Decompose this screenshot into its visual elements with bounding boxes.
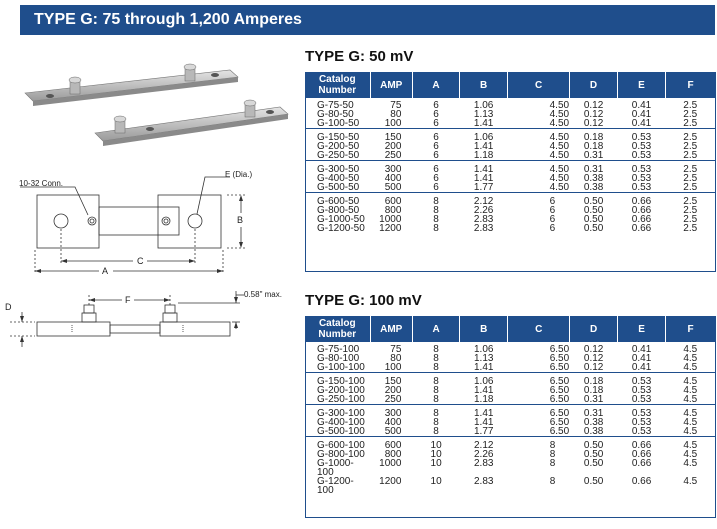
table-cell: 1.77: [473, 182, 494, 193]
table-row: [305, 437, 715, 451]
product-photo: [20, 55, 290, 150]
table-cell: 2.83: [474, 476, 494, 487]
table-cell: 6: [549, 214, 556, 225]
table-50mv: [305, 72, 715, 233]
table-cell: 2.26: [473, 205, 494, 216]
table-cell: 4.5: [683, 394, 698, 405]
table-cell: 0.50: [583, 476, 604, 487]
table-cell: G-800-100: [317, 449, 365, 460]
table-cell: 1.41: [474, 417, 494, 428]
table-row: [305, 151, 715, 161]
table-cell: 0.41: [631, 118, 652, 129]
table-cell: 6: [549, 223, 556, 234]
table-row: [305, 354, 715, 363]
table-cell: 1.41: [474, 362, 494, 373]
table-cell: 4.50: [549, 100, 570, 111]
table-cell: 1.41: [473, 118, 494, 129]
table-cell: 0.50: [570, 193, 618, 207]
page-title: TYPE G: 75 through 1,200 Amperes: [34, 11, 302, 28]
table-cell: 8: [433, 344, 439, 355]
table-cell: 0.50: [583, 458, 604, 469]
table-cell: 8: [412, 373, 459, 387]
column-header: AMP: [370, 72, 412, 98]
table-cell: 0.41: [631, 100, 652, 111]
table-cell: 150: [370, 129, 412, 143]
column-header: F: [666, 316, 715, 342]
table-cell: G-1000-50: [317, 214, 365, 225]
table-cell: 250: [384, 150, 402, 161]
table-cell: G-75-100: [317, 344, 360, 355]
table-cell: 6: [433, 109, 439, 120]
table-cell: 0.66: [618, 437, 666, 451]
table-row: [305, 342, 715, 354]
table-row: [305, 386, 715, 395]
title-banner: [20, 5, 715, 35]
table-cell: 300: [370, 405, 412, 419]
column-header: A: [412, 316, 459, 342]
table-row: [305, 373, 715, 387]
table-cell: 1200: [379, 223, 402, 234]
table-cell: 0.66: [631, 458, 652, 469]
column-header: Catalog Number: [305, 72, 370, 98]
table-cell: 0.53: [618, 373, 666, 387]
table-cell: 1.41: [460, 161, 508, 175]
table-cell: 400: [384, 173, 402, 184]
dim-c-label: C: [137, 256, 144, 266]
table-cell: G-75-50: [317, 100, 354, 111]
table-cell: G-500-100: [317, 426, 365, 437]
table-cell: 6: [433, 173, 439, 184]
table-cell: 2.5: [683, 141, 698, 152]
table-cell: G-150-100: [305, 373, 370, 387]
table-cell: 2.5: [683, 118, 698, 129]
table-row: [305, 224, 715, 233]
table-cell: 8: [549, 458, 556, 469]
table-cell: 0.53: [631, 417, 652, 428]
table-cell: 0.41: [631, 353, 652, 364]
table-cell: 80: [390, 353, 402, 364]
table-cell: 1.13: [473, 109, 494, 120]
table-cell: 0.50: [583, 205, 604, 216]
table-cell: 4.5: [666, 437, 715, 451]
table-cell: G-250-50: [317, 150, 360, 161]
table-cell: 2.5: [666, 129, 716, 143]
table-cell: 4.5: [683, 417, 698, 428]
table-cell: 2.5: [666, 161, 716, 175]
table-cell: 4.50: [549, 150, 570, 161]
table-cell: 0.50: [570, 437, 618, 451]
table-cell: G-150-50: [305, 129, 370, 143]
table-cell: 0.31: [570, 161, 618, 175]
table-cell: 0.53: [631, 394, 652, 405]
table-cell: 10: [430, 476, 442, 487]
table-cell: 0.53: [618, 161, 666, 175]
table-cell: 600: [370, 193, 412, 207]
table-cell: 2.12: [460, 193, 508, 207]
table-cell: 6.50: [549, 394, 570, 405]
table-cell: 8: [433, 362, 439, 373]
column-header: Catalog Number: [305, 316, 370, 342]
table-cell: 6.50: [549, 362, 570, 373]
table-cell: 4.50: [549, 118, 570, 129]
table-cell: 8: [433, 385, 439, 396]
table-cell: 4.5: [683, 385, 698, 396]
table-cell: 75: [390, 344, 402, 355]
table-cell: 6: [433, 141, 439, 152]
table-cell: 6.50: [508, 405, 570, 419]
table-cell: 2.5: [683, 109, 698, 120]
top-view-drawing: [15, 165, 285, 280]
table-row: [305, 363, 715, 373]
table-cell: 80: [390, 109, 402, 120]
table-row: [305, 395, 715, 405]
table-cell: 500: [384, 182, 402, 193]
table-cell: 6.50: [549, 344, 570, 355]
table-row: [305, 142, 715, 151]
table-cell: 0.53: [631, 426, 652, 437]
table-cell: 2.26: [474, 449, 494, 460]
table-cell: G-200-50: [317, 141, 360, 152]
table-cell: 8: [433, 426, 439, 437]
table-cell: 0.53: [631, 182, 652, 193]
table-row: [305, 418, 715, 427]
table-cell: 0.66: [631, 476, 652, 487]
table-cell: 0.66: [631, 449, 652, 460]
table-cell: 1.06: [474, 344, 494, 355]
column-header: A: [412, 72, 459, 98]
table-cell: 150: [370, 373, 412, 387]
table-cell: 0.66: [631, 205, 652, 216]
table-cell: 0.12: [583, 344, 604, 355]
table-cell: 400: [384, 417, 402, 428]
column-header: D: [570, 72, 618, 98]
dim-d-label: D: [5, 302, 12, 312]
table-cell: 6.50: [549, 417, 570, 428]
table-cell: 4.50: [549, 173, 570, 184]
table-header-row: [305, 72, 715, 98]
table-cell: 0.12: [583, 109, 604, 120]
table-row: [305, 459, 715, 477]
table-cell: 2.5: [683, 100, 698, 111]
table-row: [305, 110, 715, 119]
table-cell: 10: [430, 449, 442, 460]
table-cell: 1.41: [474, 385, 494, 396]
column-header: F: [666, 72, 716, 98]
table-cell: 800: [384, 449, 402, 460]
table-cell: G-80-100: [317, 353, 360, 364]
table-cell: 0.66: [631, 223, 652, 234]
table-header-row: [305, 316, 715, 342]
table-cell: G-500-50: [317, 182, 360, 193]
table-cell: G-800-50: [317, 205, 360, 216]
table-cell: 8: [508, 437, 570, 451]
table-cell: 4.50: [508, 161, 570, 175]
table-cell: 4.5: [683, 362, 698, 373]
table-cell: G-200-100: [317, 385, 365, 396]
column-header: B: [460, 316, 508, 342]
table-cell: 10: [430, 458, 442, 469]
column-header: B: [460, 72, 508, 98]
table-cell: 0.53: [631, 385, 652, 396]
table-cell: 8: [433, 417, 439, 428]
table-cell: 0.18: [583, 141, 604, 152]
table-cell: 0.41: [631, 109, 652, 120]
table-cell: 8: [549, 449, 556, 460]
table-cell: 1.06: [460, 129, 508, 143]
table-row: [305, 206, 715, 215]
table-cell: 0.66: [631, 214, 652, 225]
table-cell: 1200: [379, 476, 402, 487]
table-cell: 8: [433, 205, 439, 216]
table-cell: 0.66: [618, 193, 666, 207]
table-cell: 4.50: [549, 109, 570, 120]
table-cell: G-300-50: [305, 161, 370, 175]
table-cell: 8: [433, 394, 439, 405]
table-cell: 1.06: [460, 373, 508, 387]
table-cell: 75: [390, 100, 402, 111]
table-cell: 6: [433, 100, 439, 111]
table-cell: G-300-100: [305, 405, 370, 419]
table-cell: 2.12: [460, 437, 508, 451]
table-cell: 2.83: [473, 223, 494, 234]
table-cell: 4.5: [683, 426, 698, 437]
table-cell: 2.5: [683, 173, 698, 184]
table-cell: 1.77: [474, 426, 494, 437]
table-cell: 4.5: [666, 405, 715, 419]
table-cell: 200: [384, 385, 402, 396]
table-cell: G-100-100: [317, 362, 365, 373]
table-cell: 800: [384, 205, 402, 216]
table-cell: 4.50: [549, 141, 570, 152]
table-cell: 4.5: [683, 353, 698, 364]
side-view-drawing: [0, 285, 295, 355]
table-cell: 8: [433, 223, 439, 234]
table-cell: 1.13: [474, 353, 494, 364]
table-cell: 6: [412, 161, 459, 175]
table-cell: 2.5: [666, 193, 716, 207]
table-cell: 4.50: [508, 129, 570, 143]
table-cell: 6.50: [508, 373, 570, 387]
e-dia-label: E (Dia.): [225, 170, 253, 179]
table-cell: 0.12: [583, 100, 604, 111]
table-cell: 2.5: [683, 214, 698, 225]
table-cell: 0.53: [631, 150, 652, 161]
table-cell: 6: [549, 205, 556, 216]
table-cell: 2.5: [683, 182, 698, 193]
table-cell: 0.18: [570, 129, 618, 143]
column-header: D: [570, 316, 618, 342]
table-cell: 6.50: [549, 353, 570, 364]
table-cell: 6: [433, 182, 439, 193]
table-50mv-title: TYPE G: 50 mV: [305, 48, 414, 65]
table-cell: 0.53: [618, 129, 666, 143]
table-cell: 1.18: [473, 150, 494, 161]
table-cell: 8: [412, 193, 459, 207]
dim-b-label: B: [237, 215, 244, 225]
table-cell: G-1200-100: [317, 476, 354, 496]
table-cell: G-400-50: [317, 173, 360, 184]
table-cell: 2.5: [683, 223, 698, 234]
table-row: [305, 405, 715, 419]
table-cell: 6: [433, 118, 439, 129]
table-cell: 2.5: [683, 205, 698, 216]
table-cell: 0.50: [583, 449, 604, 460]
table-row: [305, 174, 715, 183]
table-cell: 0.41: [631, 344, 652, 355]
table-cell: 0.18: [570, 373, 618, 387]
column-header: E: [618, 316, 666, 342]
table-cell: 1000: [379, 214, 402, 225]
column-header: E: [618, 72, 666, 98]
table-row: [305, 161, 715, 175]
table-cell: 1000: [379, 458, 402, 469]
table-cell: 100: [384, 362, 402, 373]
table-cell: 6: [508, 193, 570, 207]
table-cell: G-80-50: [317, 109, 354, 120]
table-cell: 4.5: [683, 476, 698, 487]
table-cell: 0.41: [631, 362, 652, 373]
table-cell: 2.83: [473, 214, 494, 225]
table-cell: 4.5: [683, 344, 698, 355]
table-row: [305, 98, 715, 110]
table-cell: 0.18: [583, 385, 604, 396]
table-row: [305, 183, 715, 193]
table-cell: G-1200-50: [317, 223, 365, 234]
table-cell: G-600-100: [305, 437, 370, 451]
table-cell: 10: [412, 437, 459, 451]
table-cell: 4.50: [549, 182, 570, 193]
table-cell: G-100-50: [317, 118, 360, 129]
table-row: [305, 477, 715, 495]
table-cell: 0.12: [583, 362, 604, 373]
table-cell: G-400-100: [317, 417, 365, 428]
table-cell: 1.41: [473, 173, 494, 184]
table-cell: 0.53: [631, 173, 652, 184]
dim-a-label: A: [102, 266, 109, 276]
table-cell: 0.53: [631, 141, 652, 152]
table-cell: 8: [549, 476, 556, 487]
table-cell: 0.50: [583, 214, 604, 225]
table-row: [305, 427, 715, 437]
table-cell: G-250-100: [317, 394, 365, 405]
table-cell: 6: [412, 129, 459, 143]
table-cell: 250: [384, 394, 402, 405]
column-header: C: [508, 316, 570, 342]
table-cell: 6: [433, 150, 439, 161]
table-cell: 1.41: [473, 141, 494, 152]
table-cell: 1.41: [460, 405, 508, 419]
table-cell: 200: [384, 141, 402, 152]
table-cell: 4.5: [683, 449, 698, 460]
conn-label: 10-32 Conn.: [19, 179, 64, 188]
table-cell: 100: [384, 118, 402, 129]
table-cell: 6.50: [549, 385, 570, 396]
table-cell: 0.38: [583, 173, 604, 184]
table-cell: 0.31: [583, 150, 604, 161]
table-cell: G-600-50: [305, 193, 370, 207]
table-cell: 0.31: [583, 394, 604, 405]
table-cell: 0.31: [570, 405, 618, 419]
table-cell: 8: [433, 214, 439, 225]
table-cell: 8: [412, 405, 459, 419]
table-100mv-title: TYPE G: 100 mV: [305, 292, 422, 309]
table-100mv: [305, 316, 715, 495]
table-cell: G-1000-100: [317, 458, 354, 478]
table-cell: 6.50: [549, 426, 570, 437]
table-row: [305, 215, 715, 224]
table-cell: 500: [384, 426, 402, 437]
table-cell: 0.38: [583, 426, 604, 437]
table-cell: 600: [370, 437, 412, 451]
table-row: [305, 119, 715, 129]
table-cell: 4.5: [666, 373, 715, 387]
table-row: [305, 129, 715, 143]
table-cell: 0.12: [583, 118, 604, 129]
table-cell: 0.53: [618, 405, 666, 419]
table-cell: 0.12: [583, 353, 604, 364]
table-cell: 0.38: [583, 182, 604, 193]
table-cell: 300: [370, 161, 412, 175]
table-cell: 0.38: [583, 417, 604, 428]
table-cell: 2.5: [683, 150, 698, 161]
dim-f-label: F: [125, 295, 131, 305]
table-cell: 0.50: [583, 223, 604, 234]
table-cell: 2.83: [474, 458, 494, 469]
table-cell: 4.5: [683, 458, 698, 469]
table-cell: 1.18: [474, 394, 494, 405]
column-header: AMP: [370, 316, 412, 342]
table-cell: 8: [433, 353, 439, 364]
table-cell: 1.06: [473, 100, 494, 111]
column-header: C: [508, 72, 570, 98]
max-height-label: 0.58" max.: [244, 290, 282, 299]
table-row: [305, 193, 715, 207]
table-row: [305, 450, 715, 459]
